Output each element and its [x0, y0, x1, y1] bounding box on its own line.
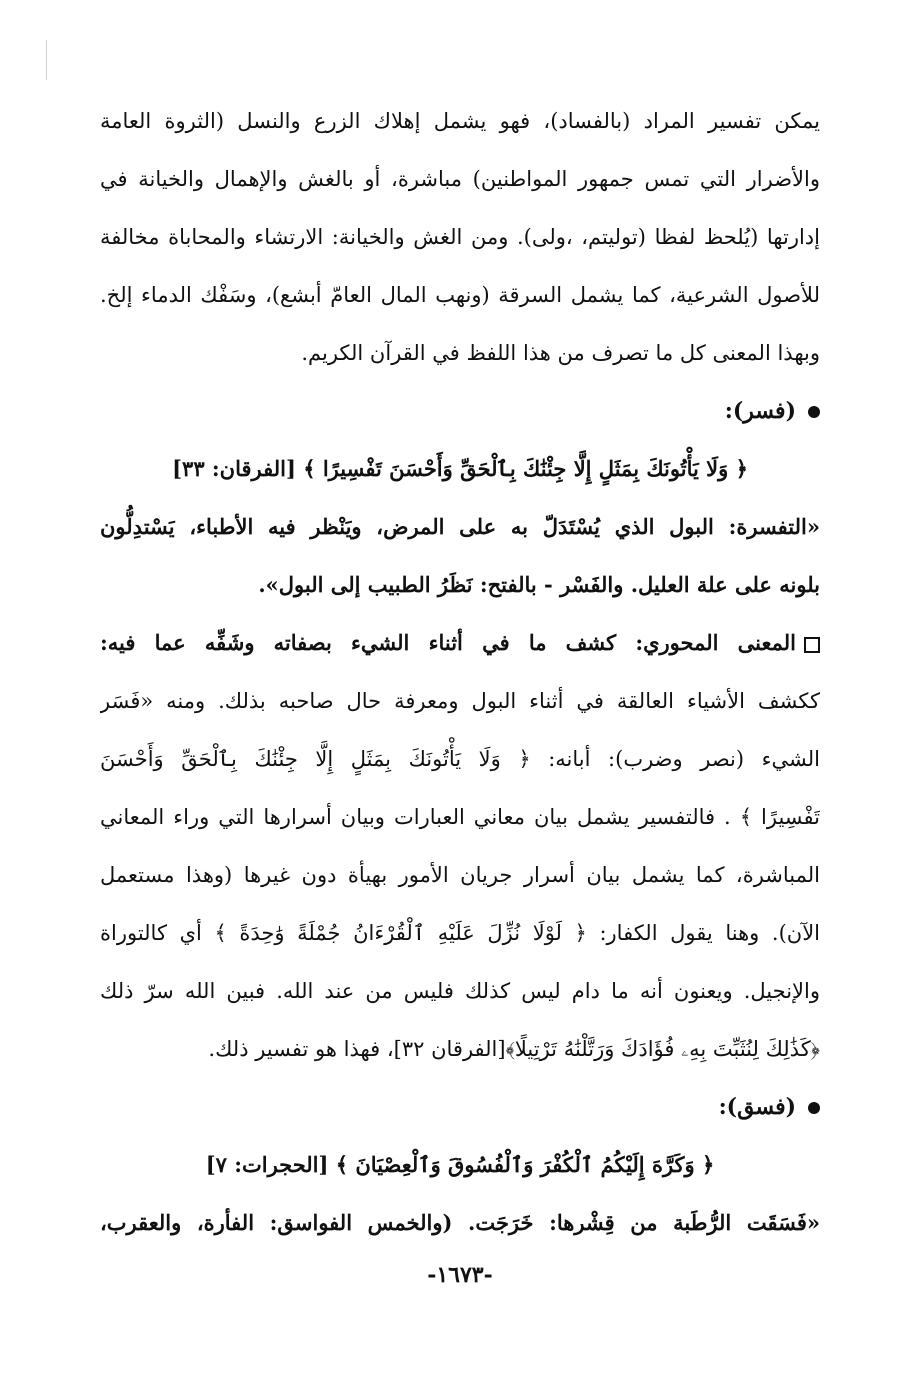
paragraph-fasad: [100, 92, 820, 382]
text-line: المباشرة، كما يشمل بيان أسرار جريان الأمور بهيأة دون غيرها (وهذا مستعمل: [100, 863, 820, 887]
definition-fasr: [100, 498, 820, 614]
checkbox-square-icon: [804, 637, 820, 653]
text-line: ﴿كَذَٰلِكَ لِنُثَبِّتَ بِهِۦ فُؤَادَكَ وَرَتَّلْنَٰهُ تَرْتِيلًا﴾[الفرقان ٣٢]، فهذا هو تفسير ذلك.: [208, 1037, 820, 1061]
text-line: يمكن تفسير المراد (بالفساد)، فهو يشمل إهلاك الزرع والنسل (الثروة العامة: [100, 109, 820, 133]
entry-heading-fasr: [100, 382, 820, 440]
bullet-icon: [808, 1102, 820, 1114]
entry-heading-fisq: [100, 1078, 820, 1136]
text-line: والإنجيل. ويعنون أنه ما دام ليس كذلك فليس من عند الله. فبين الله سرّ ذلك: [100, 979, 820, 1003]
quran-verse-fisq: ﴿ وَكَرَّهَ إِلَيْكُمُ ٱلْكُفْرَ وَٱلْفُسُوقَ وَٱلْعِصْيَانَ ﴾ [الحجرات: ٧]: [205, 1152, 715, 1177]
text-line: إدارتها (يُلحظ لفظا (توليتم، ،ولى). ومن الغش والخيانة: الارتشاء والمحاباة مخالفة: [100, 225, 820, 249]
text-line: وبهذا المعنى كل ما تصرف من هذا اللفظ في القرآن الكريم.: [301, 341, 820, 365]
text-line: تَفْسِيرًا ﴾ . فالتفسير يشمل بيان معاني العبارات وبيان أسرارها التي وراء المعاني: [100, 805, 820, 829]
quran-verse-fasr: ﴿ وَلَا يَأْتُونَكَ بِمَثَلٍ إِلَّا جِئْنَٰكَ بِٱلْحَقِّ وَأَحْسَنَ تَفْسِيرًا ﴾ [الفرقان: ٣٣]: [172, 456, 748, 481]
bullet-icon: [808, 406, 820, 418]
text-line: الشيء (نصر وضرب): أبانه: ﴿ وَلَا يَأْتُونَكَ بِمَثَلٍ إِلَّا جِئْنَٰكَ بِٱلْحَقِّ وَأَحْسَنَ: [100, 747, 820, 771]
entry-heading-label: (فسق):: [718, 1094, 796, 1120]
page-body: [100, 92, 820, 1252]
page-number: -١٦٧٣-: [427, 1262, 493, 1288]
entry-heading-label: (فسر):: [724, 398, 796, 424]
text-line: للأصول الشرعية، كما يشمل السرقة (ونهب المال العامّ أبشع)، وسَفْك الدماء إلخ.: [100, 283, 820, 307]
text-line: [100, 614, 820, 672]
text-line: «التفسرة: البول الذي يُسْتَدَلّ به على المرض، ويَنْظر فيه الأطباء، يَسْتدِلُّون: [100, 514, 820, 539]
text-line: «فَسَقَت الرُّطَبة من قِشْرها: خَرَجَت. (والخمس الفواسق: الفأرة، والعقرب،: [100, 1210, 820, 1235]
text-line: الآن). وهنا يقول الكفار: ﴿ لَوْلَا نُزِّلَ عَلَيْهِ ٱلْقُرْءَانُ جُمْلَةً وَٰحِدَةً ﴾ أي كالتوراة: [100, 921, 820, 945]
margin-rule: [46, 40, 47, 80]
text-line: بلونه على علة العليل. والفَسْر - بالفتح: نَظَرُ الطبيب إلى البول».: [258, 572, 820, 597]
core-meaning-fasr: [100, 614, 820, 1078]
text-line: ككشف الأشياء العالقة في أثناء البول ومعرفة حال صاحبه بذلك. ومنه «فَسَر: [100, 689, 820, 713]
definition-fisq: [100, 1194, 820, 1252]
core-meaning-lead: المعنى المحوري: كشف ما في أثناء الشيء بصفاته وشَفِّه عما فيه:: [100, 630, 796, 655]
text-line: والأضرار التي تمس جمهور المواطنين) مباشرة، أو بالغش والإهمال والخيانة في: [100, 167, 820, 191]
